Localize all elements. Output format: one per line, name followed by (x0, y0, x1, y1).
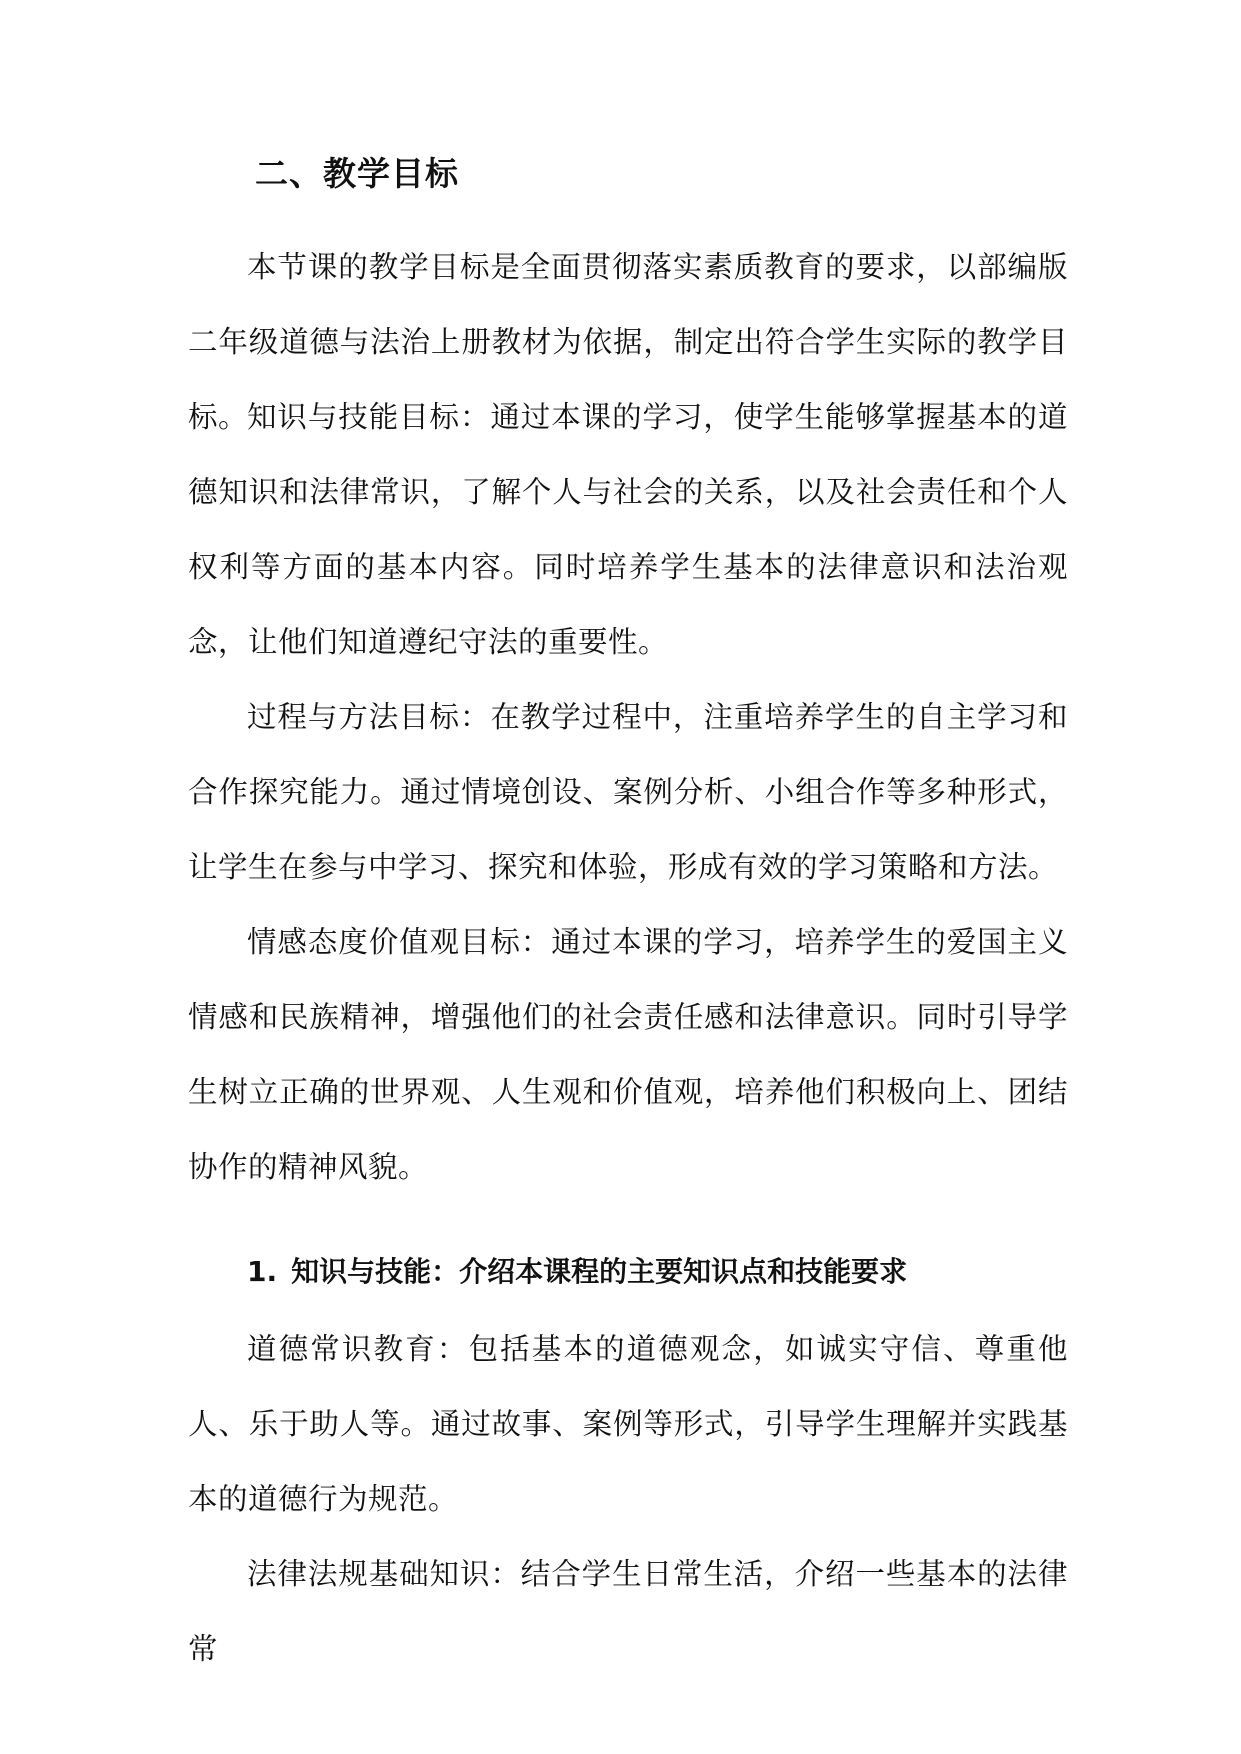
paragraph-teaching-goal-intro: 本节课的教学目标是全面贯彻落实素质教育的要求，以部编版二年级道德与法治上册教材为依据，制定出符合学生实际的教学目标。 (188, 250, 1068, 434)
section-title: 二、教学目标 (255, 154, 459, 193)
subsection-number: 1. (247, 1255, 278, 1288)
paragraph-moral-education: 道德常识教育：包括基本的道德观念，如诚实守信、尊重他人、乐于助人等。通过故事、案例等形式，引导学生理解并实践基本的道德行为规范。 (188, 1332, 1068, 1516)
paragraph-law-basics: 法律法规基础知识：结合学生日常生活，介绍一些基本的法律常 (188, 1557, 1068, 1666)
paragraph-process-method-goal: 过程与方法目标：在教学过程中，注重培养学生的自主学习和合作探究能力。通过情境创设、案例分析、小组合作等多种形式，让学生在参与中学习、探究和体验，形成有效的学习策略和方法。 (188, 700, 1068, 884)
paragraph-knowledge-skills-goal: 知识与技能目标：通过本课的学习，使学生能够掌握基本的道德知识和法律常识，了解个人与社会的关系，以及社会责任和个人权利等方面的基本内容。同时培养学生基本的法律意识和法治观念，让他们知道遵纪守法的重要性。 (188, 400, 1068, 659)
subsection-heading (247, 1248, 1097, 1296)
paragraph-emotion-values-goal: 情感态度价值观目标：通过本课的学习，培养学生的爱国主义情感和民族精神，增强他们的社会责任感和法律意识。同时引导学生树立正确的世界观、人生观和价值观，培养他们积极向上、团结协作的精神风貌。 (188, 925, 1068, 1184)
subsection-title: 知识与技能：介绍本课程的主要知识点和技能要求 (291, 1255, 908, 1288)
